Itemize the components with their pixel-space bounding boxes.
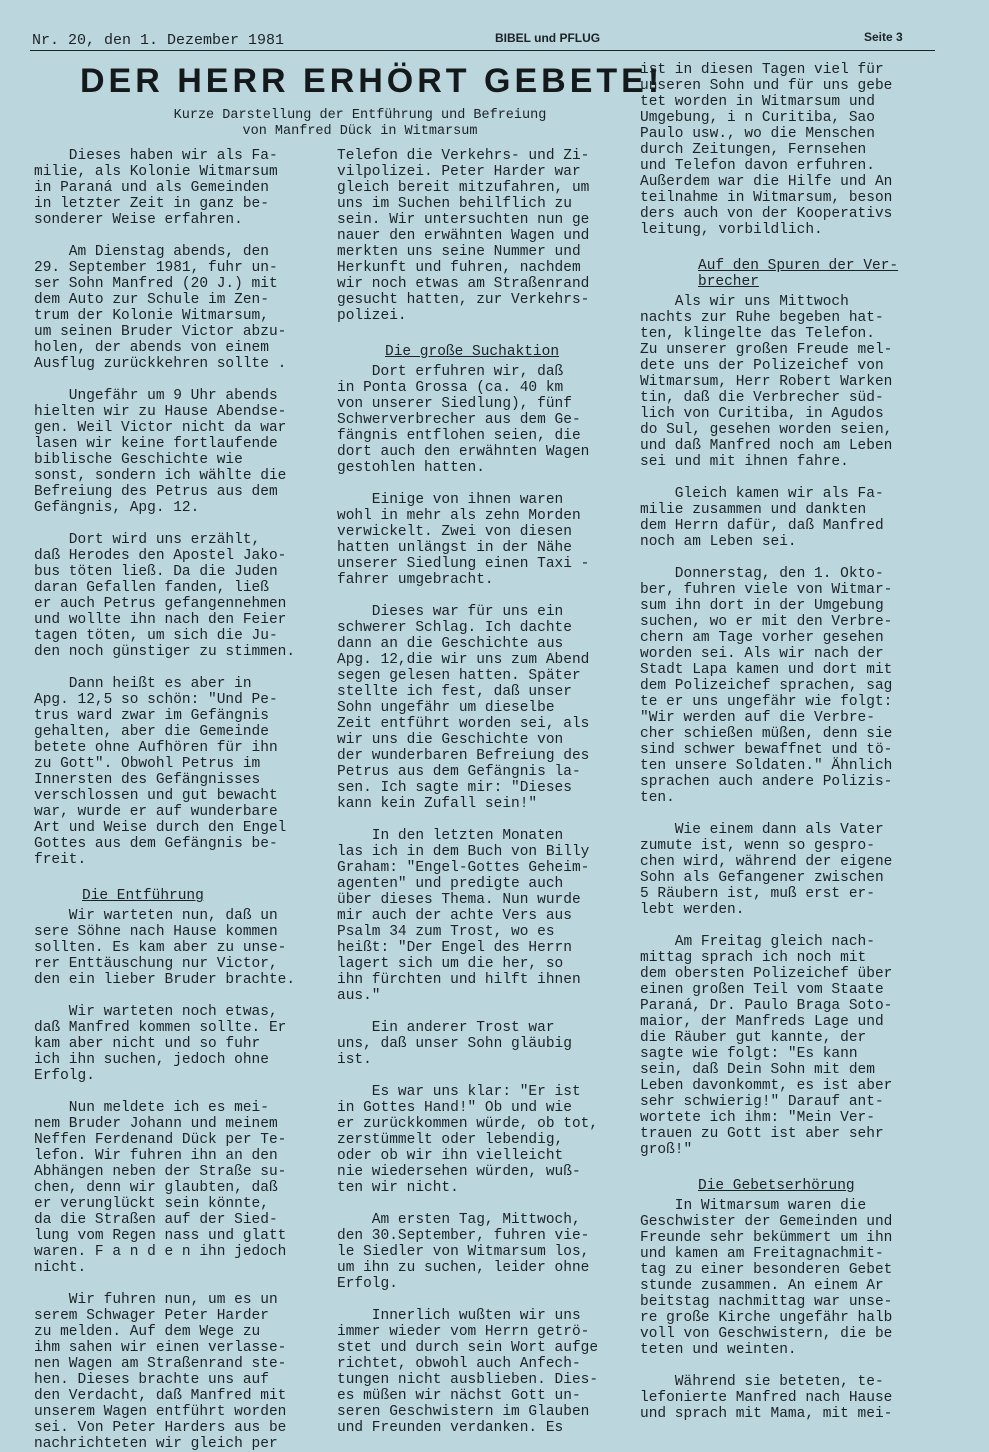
paragraph: Während sie beteten, te- lefonierte Manfred nach Hause und sprach mit Mama, mit mei- (640, 1374, 893, 1422)
paragraph: Als wir uns Mittwoch nachts zur Ruhe begeben hat- ten, klingelte das Telefon. Zu unserer großen Freude mel- dete uns der Polizeichef von Witmarsum, Herr Robert Warken tin, daß die Verbrecher süd- lich von Curitiba, in Agudos do Sul, gesehen worden seien, und daß Manfred noch am Leben sei und mit ihnen fahre. (640, 294, 893, 470)
column-2 (337, 148, 637, 1436)
paragraph: Wie einem dann als Vater zumute ist, wenn so gespro- chen wird, während der eigene Sohn als Gefangener zwischen 5 Räubern ist, muß erst er- lebt werden. (640, 822, 893, 918)
paragraph: Dieses war für uns ein schwerer Schlag. Ich dachte dann an die Geschichte aus Apg. 12,die wir uns zum Abend segen gelesen hatten. Später stellte ich fest, daß unser Sohn ungefähr um dieselbe Zeit entführt worden sei, als wir uns die Geschichte von der wunderbaren Befreiung des Petrus aus dem Gefängnis la- sen. Ich sagte mir: "Dieses kann kein Zufall sein!" (337, 604, 590, 812)
paragraph: Ungefähr um 9 Uhr abends hielten wir zu Hause Abendse- gen. Weil Victor nicht da war lasen wir keine fortlaufende biblische Geschichte wie sonst, sondern ich wählte die Befreiung des Petrus aus dem Gefängnis, Apg. 12. (34, 388, 287, 516)
paragraph: Gleich kamen wir als Fa- milie zusammen und dankten dem Herrn dafür, daß Manfred noch am Leben sei. (640, 486, 884, 550)
paragraph: Am ersten Tag, Mittwoch, den 30.September, fuhren vie- le Siedler von Witmarsum los, um ihn zu suchen, leider ohne Erfolg. (337, 1212, 590, 1292)
section-heading-spuren-line-1: Auf den Spuren der Ver- (698, 258, 899, 274)
paragraph: Nun meldete ich es mei- nem Bruder Johann und meinem Neffen Ferdenand Dück per Te- lefon. Wir fuhren ihn an den Abhängen neben der Straße su- chen, denn wir glaubten, daß er verunglückt sein könnte, da die Straßen auf der Sied- lung vom Regen nass und glatt waren. F a n d e n ihn jedoch nicht. (34, 1100, 287, 1276)
publication-name: BIBEL und PFLUG (495, 31, 601, 45)
paragraph: Wir fuhren nun, um es un serem Schwager Peter Harder zu melden. Auf dem Wege zu ihm sahen wir einen verlasse- nen Wagen am Straßenrand ste- hen. Dieses brachte uns auf den Verdacht, daß Manfred mit unserem Wagen entführt worden sei. Von Peter Harders aus be nachrichteten wir gleich per (34, 1292, 287, 1452)
paragraph: Einige von ihnen waren wohl in mehr als zehn Morden verwickelt. Zwei von diesen hatten unlängst in der Nähe unserer Siedlung einen Taxi - fahrer umgebracht. (337, 492, 590, 588)
article-subtitle (100, 108, 620, 140)
issue-date: Nr. 20, den 1. Dezember 1981 (32, 32, 285, 49)
paragraph: Dort erfuhren wir, daß in Ponta Grossa (ca. 40 km von unserer Siedlung), fünf Schwerverbrecher aus dem Ge- fängnis entflohen seien, die dort auch den erwähnten Wagen gestohlen hatten. (337, 364, 590, 476)
paragraph: In den letzten Monaten las ich in dem Buch von Billy Graham: "Engel-Gottes Geheim- agenten" und predigte auch über dieses Thema. Nun wurde mir auch der achte Vers aus Psalm 34 zum Trost, wo es heißt: "Der Engel des Herrn lagert sich um die her, so ihn fürchten und hilft ihnen aus." (337, 828, 590, 1004)
paragraph: Telefon die Verkehrs- und Zi- vilpolizei. Peter Harder war gleich bereit mitzufahren, um uns im Suchen behilflich zu sein. Wir untersuchten nun ge nauer den erwähnten Wagen und merkten uns seine Nummer und Herkunft und fuhren, nachdem wir noch etwas am Straßenrand gesucht hatten, zur Verkehrs- polizei. (337, 148, 590, 324)
paragraph: Es war uns klar: "Er ist in Gottes Hand!" Ob und wie er zurückkommen würde, ob tot, zerstümmelt oder lebendig, oder ob wir ihn vielleicht nie wiedersehen würden, wuß- ten wir nicht. (337, 1084, 599, 1196)
paragraph: Donnerstag, den 1. Okto- ber, fuhren viele von Witmar- sum ihn dort in der Umgebung suchen, wo er mit den Verbre- chern am Tage vorher gesehen worden sei. Als wir nach der Stadt Lapa kamen und dort mit dem Polizeichef sprachen, sag te er uns ungefähr wie folgt: "Wir werden auf die Verbre- cher schießen müßen, denn sie sind schwer bewaffnet und tö- ten unsere Soldaten." Ähnlich sprachen auch andere Polizis- ten. (640, 566, 893, 806)
page-number: Seite 3 (864, 30, 903, 44)
subtitle-line-2: von Manfred Dück in Witmarsum (242, 124, 478, 139)
paragraph: Am Dienstag abends, den 29. September 1981, fuhr un- ser Sohn Manfred (20 J.) mit dem Auto zur Schule im Zen- trum der Kolonie Witmarsum, um seinen Bruder Victor abzu- holen, der abends von einem Ausflug zurückkehren sollte . (34, 244, 287, 372)
paragraph: Dieses haben wir als Fa- milie, als Kolonie Witmarsum in Paraná und als Gemeinden in letzter Zeit in ganz be- sonderer Weise erfahren. (34, 148, 278, 228)
column-1 (34, 148, 334, 1452)
section-heading-spuren-line-2: brecher (698, 274, 759, 290)
section-heading-gebetserhoerung: Die Gebetserhörung (698, 1178, 855, 1194)
section-heading-spuren (698, 258, 898, 290)
column-3 (640, 62, 940, 1422)
paragraph: ist in diesen Tagen viel für unseren Sohn und für uns gebe tet worden in Witmarsum und Umgebung, i n Curitiba, Sao Paulo usw., wo die Menschen durch Zeitungen, Fernsehen und Telefon davon erfuhren. Außerdem war die Hilfe und An teilnahme in Witmarsum, beson ders auch von der Kooperativs leitung, vorbildlich. (640, 62, 893, 238)
article-title: DER HERR ERHÖRT GEBETE! (80, 62, 664, 100)
paragraph: Am Freitag gleich nach- mittag sprach ich noch mit dem obersten Polizeichef über einen großen Teil vom Staate Paraná, Dr. Paulo Braga Soto- maior, der Manfreds Lage und die Räuber gut kannte, der sagte wie folgt: "Es kann sein, daß Dein Sohn mit dem Leben davonkommt, es ist aber sehr schwierig!" Darauf ant- wortete ich ihm: "Mein Ver- trauen zu Gott ist aber sehr groß!" (640, 934, 893, 1158)
header-rule (30, 50, 935, 51)
paragraph: In Witmarsum waren die Geschwister der Gemeinden und Freunde sehr bekümmert um ihn und kamen am Freitagnachmit- tag zu einer besonderen Gebet stunde zusammen. An einem Ar beitstag nachmittag war unse- re große Kirche ungefähr halb voll von Geschwistern, die be teten und weinten. (640, 1198, 893, 1358)
paragraph: Innerlich wußten wir uns immer wieder vom Herrn getrö- stet und durch sein Wort aufge richtet, obwohl auch Anfech- tungen nicht ausblieben. Dies- es müßen wir nächst Gott un- seren Geschwistern im Glauben und Freunden verdanken. Es (337, 1308, 599, 1436)
section-heading-suchaktion: Die große Suchaktion (385, 344, 560, 360)
paragraph: Dann heißt es aber in Apg. 12,5 so schön: "Und Pe- trus ward zwar im Gefängnis gehalten, aber die Gemeinde betete ohne Aufhören für ihn zu Gott". Obwohl Petrus im Innersten des Gefängnisses verschlossen und gut bewacht war, wurde er auf wunderbare Art und Weise durch den Engel Gottes aus dem Gefängnis be- freit. (34, 676, 287, 868)
paragraph: Wir warteten noch etwas, daß Manfred kommen sollte. Er kam aber nicht und so fuhr ich ihn suchen, jedoch ohne Erfolg. (34, 1004, 287, 1084)
paragraph: Ein anderer Trost war uns, daß unser Sohn gläubig ist. (337, 1020, 572, 1068)
section-heading-entfuehrung: Die Entführung (82, 888, 204, 904)
subtitle-line-1: Kurze Darstellung der Entführung und Befreiung (173, 108, 547, 123)
paragraph: Dort wird uns erzählt, daß Herodes den Apostel Jako- bus töten ließ. Da die Juden daran Gefallen fanden, ließ er auch Petrus gefangennehmen und wollte ihn nach den Feier tagen töten, um sich die Ju- den noch günstiger zu stimmen. (34, 532, 296, 660)
page-header (30, 28, 935, 52)
paragraph: Wir warteten nun, daß un sere Söhne nach Hause kommen sollten. Es kam aber zu unse- rer Enttäuschung nur Victor, den ein lieber Bruder brachte. (34, 908, 296, 988)
